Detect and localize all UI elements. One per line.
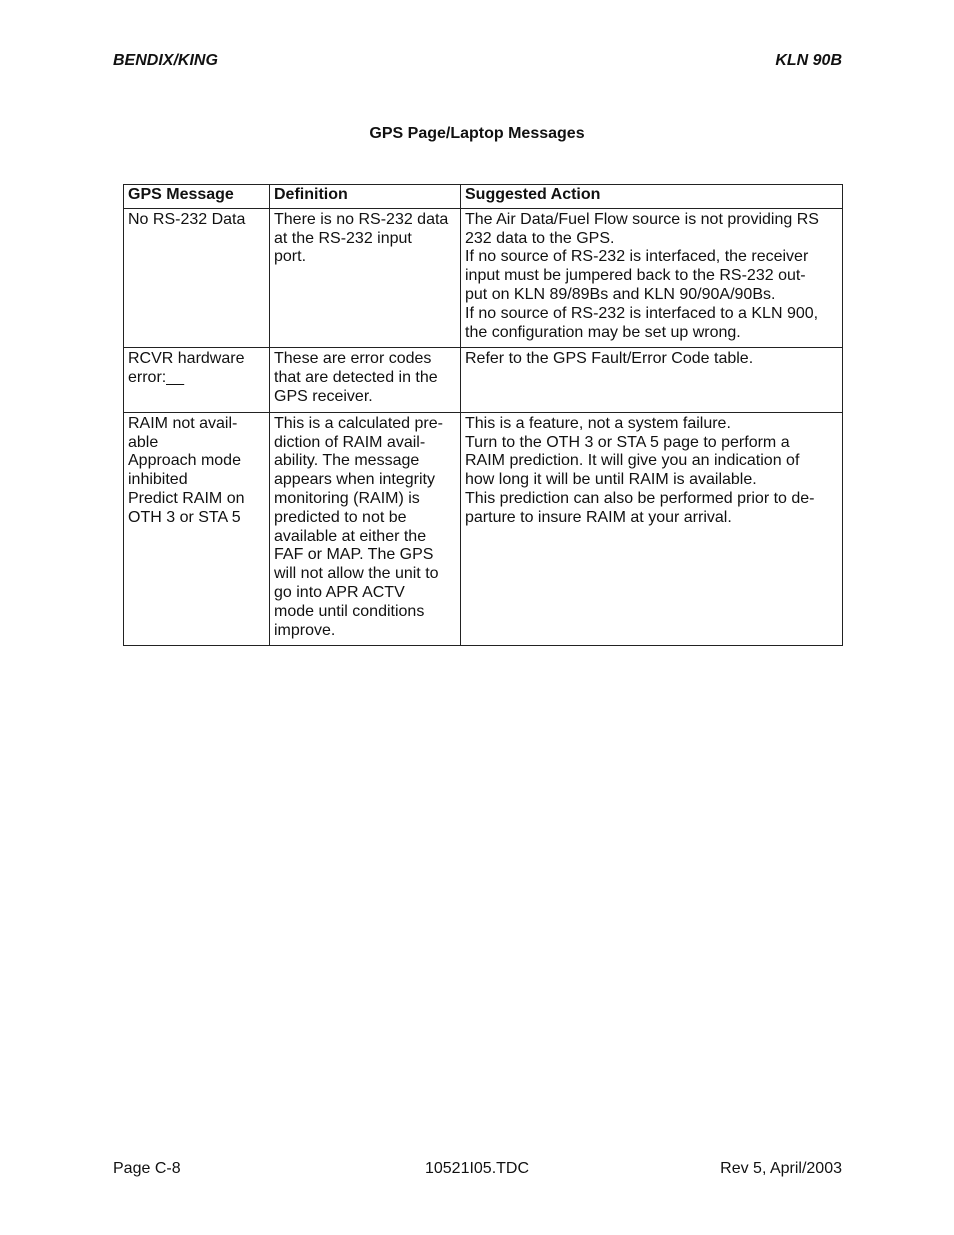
cell-line: parture to insure RAIM at your arrival.: [465, 508, 732, 526]
table-row: [124, 348, 843, 412]
cell-line: Turn to the OTH 3 or STA 5 page to perform a: [465, 433, 790, 451]
cell-line: error:__: [128, 369, 185, 387]
cell-line: RAIM not avail-: [128, 414, 238, 432]
cell-line: GPS receiver.: [274, 387, 373, 405]
page-title: GPS Page/Laptop Messages: [369, 125, 585, 142]
cell-line: how long it will be until RAIM is available.: [465, 471, 757, 489]
column-header-gps-message: GPS Message: [124, 185, 270, 209]
cell-line: This is a calculated pre-: [274, 414, 443, 432]
cell-definition: [270, 208, 461, 348]
cell-suggested-action: [461, 412, 843, 646]
cell-line: ability. The message: [274, 452, 420, 470]
cell-line: No RS-232 Data: [128, 210, 246, 228]
cell-line: RCVR hardware: [128, 350, 245, 368]
footer-page-number: Page C-8: [113, 1160, 181, 1177]
header-manufacturer: BENDIX/KING: [113, 52, 218, 69]
column-header-suggested-action: Suggested Action: [461, 185, 843, 209]
cell-line: predicted to not be: [274, 508, 407, 526]
cell-line: available at either the: [274, 527, 427, 545]
cell-line: at the RS-232 input: [274, 229, 412, 247]
cell-line: monitoring (RAIM) is: [274, 489, 420, 507]
cell-line: If no source of RS-232 is interfaced to a KLN 900,: [465, 304, 819, 322]
table-header-row: [124, 185, 843, 209]
cell-suggested-action: [461, 208, 843, 348]
column-header-definition: Definition: [270, 185, 461, 209]
cell-line: 232 data to the GPS.: [465, 229, 615, 247]
table-row: [124, 208, 843, 348]
cell-line: diction of RAIM avail-: [274, 433, 426, 451]
cell-line: the configuration may be set up wrong.: [465, 323, 741, 341]
cell-line: Approach mode: [128, 452, 241, 470]
cell-line: There is no RS-232 data: [274, 210, 449, 228]
cell-line: These are error codes: [274, 350, 432, 368]
cell-line: input must be jumpered back to the RS-232 out-: [465, 267, 806, 285]
table-row: [124, 412, 843, 646]
cell-line: appears when integrity: [274, 471, 435, 489]
cell-line: RAIM prediction. It will give you an indication of: [465, 452, 800, 470]
cell-gps-message: [124, 208, 270, 348]
footer-revision: Rev 5, April/2003: [720, 1160, 842, 1177]
cell-line: Predict RAIM on: [128, 489, 245, 507]
cell-line: able: [128, 433, 159, 451]
cell-line: that are detected in the: [274, 369, 438, 387]
cell-definition: [270, 348, 461, 412]
cell-line: improve.: [274, 621, 336, 639]
footer-document-id: 10521I05.TDC: [424, 1160, 530, 1177]
cell-line: Refer to the GPS Fault/Error Code table.: [465, 350, 754, 368]
cell-line: will not allow the unit to: [274, 565, 439, 583]
cell-suggested-action: [461, 348, 843, 412]
cell-line: OTH 3 or STA 5: [128, 508, 241, 526]
cell-line: The Air Data/Fuel Flow source is not providing RS: [465, 210, 819, 228]
cell-line: This is a feature, not a system failure.: [465, 414, 731, 432]
cell-gps-message: [124, 348, 270, 412]
cell-line: FAF or MAP. The GPS: [274, 546, 434, 564]
cell-line: port.: [274, 248, 307, 266]
cell-line: mode until conditions: [274, 602, 425, 620]
cell-line: go into APR ACTV: [274, 583, 405, 601]
cell-line: inhibited: [128, 471, 188, 489]
cell-line: put on KLN 89/89Bs and KLN 90/90A/90Bs.: [465, 285, 776, 303]
cell-line: If no source of RS-232 is interfaced, the receiver: [465, 248, 809, 266]
cell-line: This prediction can also be performed prior to de-: [465, 489, 815, 507]
header-model: KLN 90B: [775, 52, 842, 69]
cell-gps-message: [124, 412, 270, 646]
gps-messages-table: [123, 184, 843, 646]
cell-definition: [270, 412, 461, 646]
